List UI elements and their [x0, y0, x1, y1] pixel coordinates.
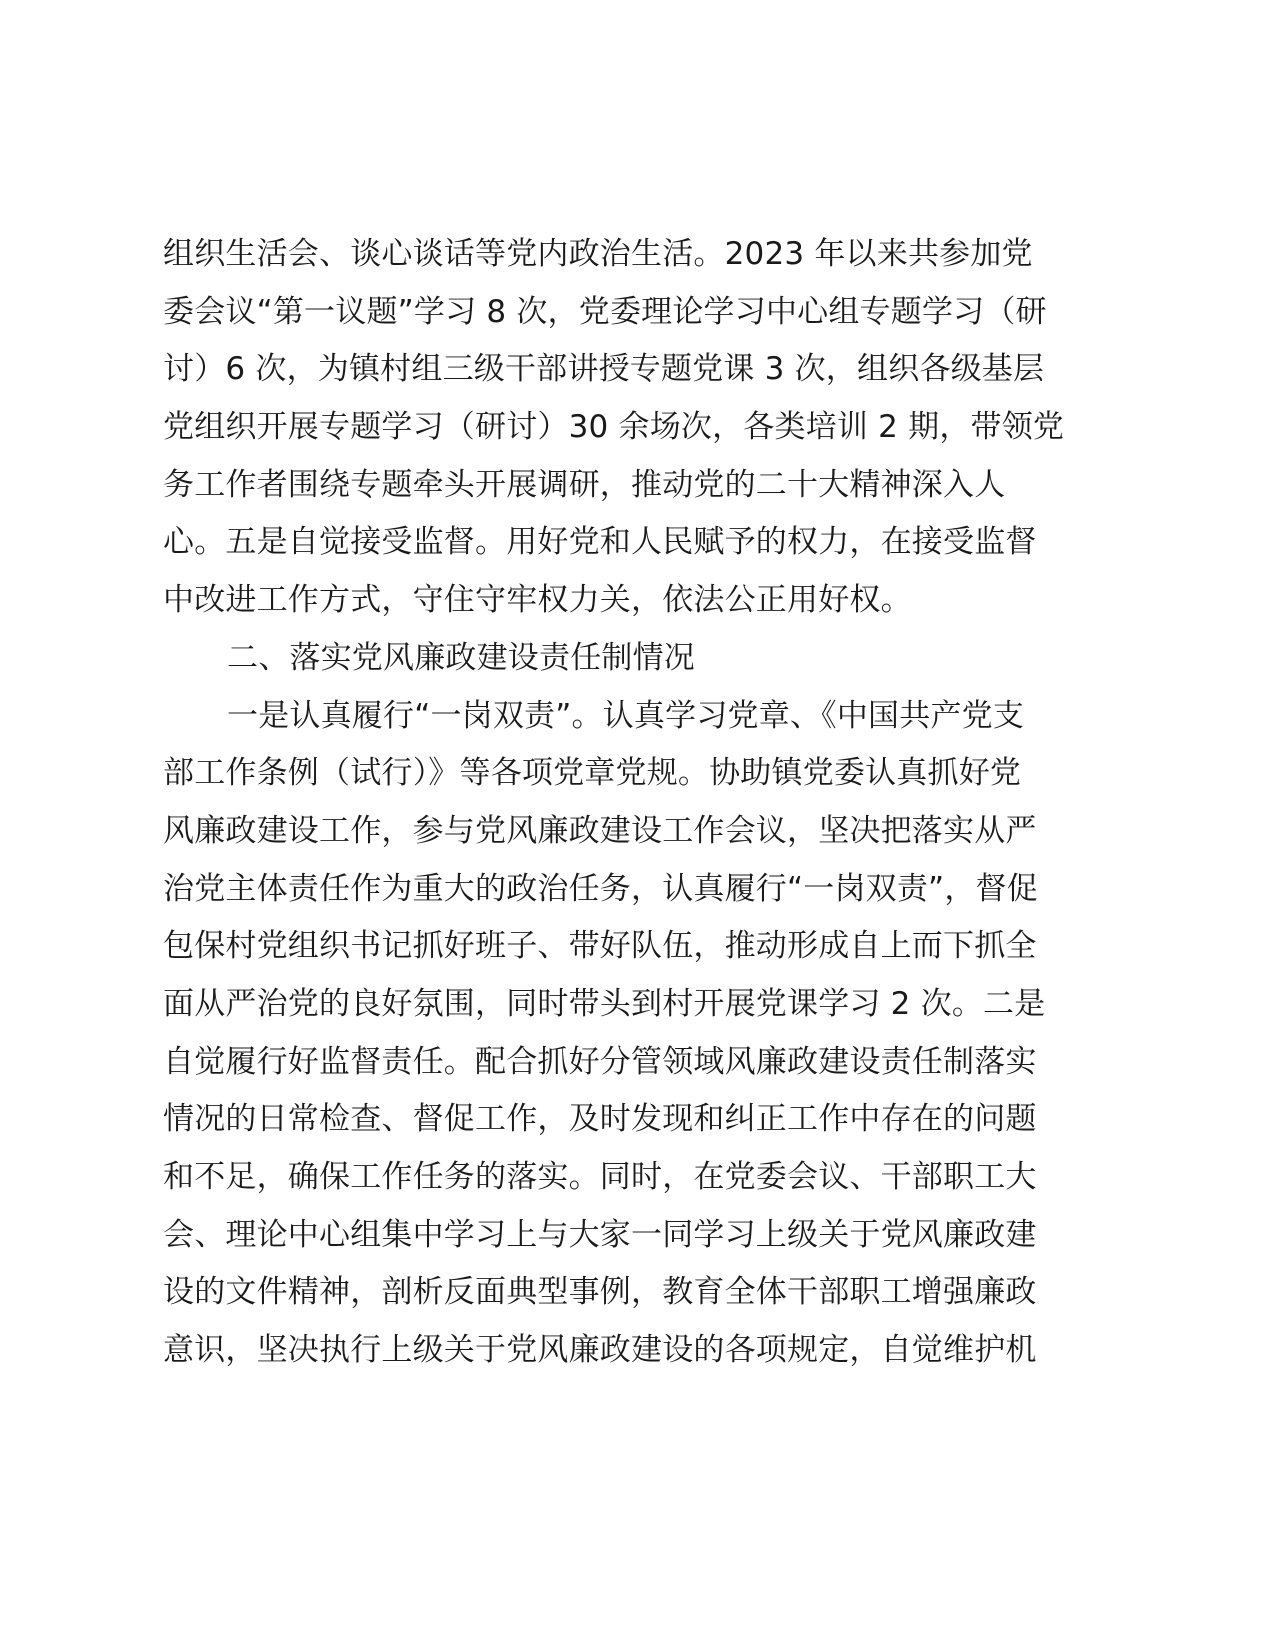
text-line: 部工作条例（试行）》等各项党章党规。协助镇党委认真抓好党 — [163, 755, 1022, 792]
section-heading: 二、落实党风廉政建设责任制情况 — [227, 639, 695, 676]
text-line: 设的文件精神，剖析反面典型事例，教育全体干部职工增强廉政 — [163, 1274, 1037, 1311]
text-line: 会、理论中心组集中学习上与大家一同学习上级关于党风廉政建 — [163, 1216, 1037, 1253]
text-line: 一是认真履行“一岗双责”。认真学习党章、《中国共产党支 — [227, 697, 1025, 734]
text-line: 组织生活会、谈心谈话等党内政治生活。2023 年以来共参加党 — [163, 236, 1033, 272]
text-line: 包保村党组织书记抓好班子、带好队伍，推动形成自上而下抓全 — [163, 928, 1037, 965]
text-line: 自觉履行好监督责任。配合抓好分管领域风廉政建设责任制落实 — [163, 1043, 1037, 1080]
text-line: 治党主体责任作为重大的政治任务，认真履行“一岗双责”，督促 — [163, 870, 1038, 907]
text-line: 风廉政建设工作，参与党风廉政建设工作会议，坚决把落实从严 — [163, 812, 1037, 849]
body-text — [163, 226, 1123, 1380]
text-line: 务工作者围绕专题牵头开展调研，推动党的二十大精神深入人 — [163, 466, 1006, 503]
text-line: 委会议“第一议题”学习 8 次，党委理论学习中心组专题学习（研 — [163, 293, 1047, 330]
text-line: 讨）6 次，为镇村组三级干部讲授专题党课 3 次，组织各级基层 — [163, 351, 1045, 388]
text-line: 和不足，确保工作任务的落实。同时，在党委会议、干部职工大 — [163, 1159, 1037, 1195]
text-line: 中改进工作方式，守住守牢权力关，依法公正用好权。 — [163, 582, 912, 619]
text-line: 党组织开展专题学习（研讨）30 余场次，各类培训 2 期，带领党 — [163, 409, 1065, 446]
text-line: 意识，坚决执行上级关于党风廉政建设的各项规定，自觉维护机 — [163, 1332, 1037, 1369]
text-line: 面从严治党的良好氛围，同时带头到村开展党课学习 2 次。二是 — [163, 985, 1046, 1022]
text-line: 情况的日常检查、督促工作，及时发现和纠正工作中存在的问题 — [163, 1101, 1037, 1138]
text-line: 心。五是自觉接受监督。用好党和人民赋予的权力，在接受监督 — [163, 524, 1037, 561]
